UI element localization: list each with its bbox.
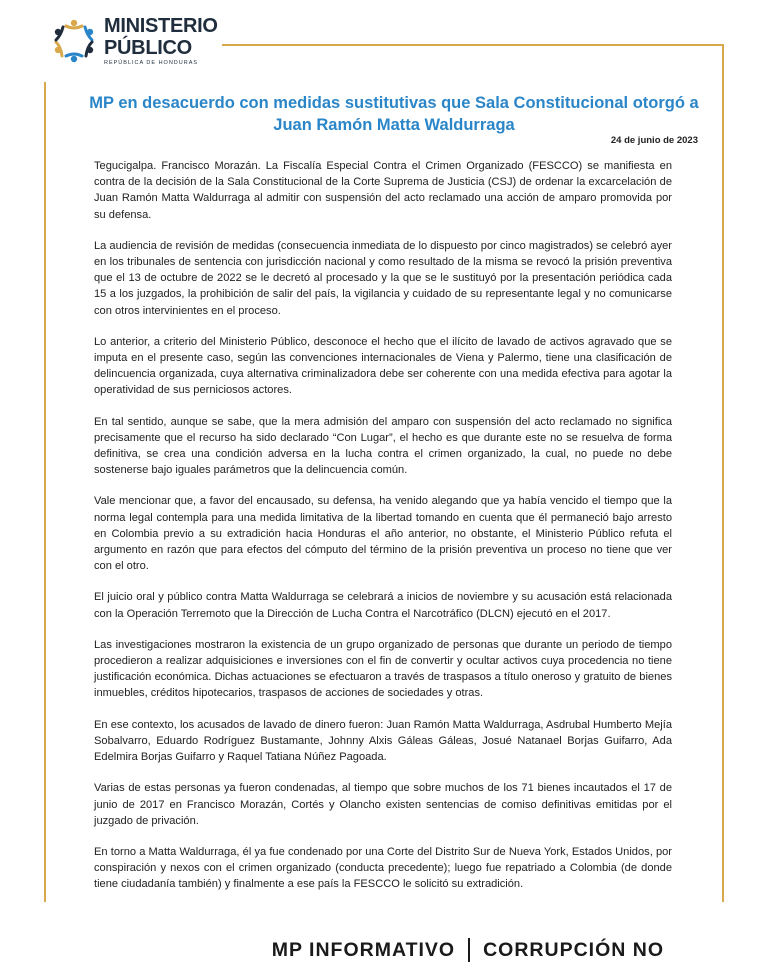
paragraph: En torno a Matta Waldurraga, él ya fue condenado por una Corte del Distrito Sur de Nueva York, Estados Unidos, por conspiración y nexos con el crimen organizado (conducta precedente); luego fue repatriado a Colombia (de donde tiene ciudadanía también) y finalmente a ese país la FESCCO le solicitó su extradición.: [94, 845, 672, 891]
footer-banner: [272, 938, 664, 962]
footer-corrupcion-no: CORRUPCIÓN NO: [483, 938, 664, 961]
paragraph: El juicio oral y público contra Matta Waldurraga se celebrará a inicios de noviembre y su acusación está relacionada con la Operación Terremoto que la Dirección de Lucha Contra el Narcotráfico (DLCN) ejecutó en el 2017.: [94, 591, 672, 620]
frame-left-line: [44, 82, 46, 902]
footer-mp-informativo: MP INFORMATIVO: [271, 938, 456, 961]
press-release-title: MP en desacuerdo con medidas sustitutivas que Sala Constitucional otorgó a Juan Ramón Matta Waldurraga: [89, 94, 699, 134]
paragraph: Tegucigalpa. Francisco Morazán. La Fiscalía Especial Contra el Crimen Organizado (FESCCO) se manifiesta en contra de la decisión de la Sala Constitucional de la Corte Suprema de Justicia (CSJ) de ordenar la excarcelación de Juan Ramón Matta Waldurraga al admitir con suspensión del acto reclamado una acción de amparo promovida por su defensa.: [94, 160, 672, 221]
paragraph: En tal sentido, aunque se sabe, que la mera admisión del amparo con suspensión del acto reclamado no significa precisamente que el recurso ha sido declarado “Con Lugar”, el hecho es que durante este no se resuelva de forma definitiva, se crea una condición adversa en la lucha contra el crimen organizado, la cual, no puede no debe sostenerse bajo iguales parámetros que la delincuencia común.: [94, 415, 672, 477]
logo-line-republica: REPÚBLICA DE HONDURAS: [104, 60, 199, 66]
publication-date: 24 de junio de 2023: [610, 135, 698, 146]
frame-right-line: [722, 44, 724, 902]
paragraph: En ese contexto, los acusados de lavado de dinero fueron: Juan Ramón Matta Waldurraga, Asdrubal Humberto Mejía Sobalvarro, Eduardo Rodríguez Bustamante, Johnny Alxis Gáleas Gáleas, Josué Natanael Borjas Guifarro, Ada Edelmira Borjas Guifarro y Raquel Tatiana Núñez Pagoada.: [94, 718, 672, 764]
paragraph: Lo anterior, a criterio del Ministerio Público, desconoce el hecho que el ilícito de lavado de activos agravado que se imputa en el presente caso, según las convenciones internacionales de Viena y Palermo, tiene una clasificación de delincuencia organizada, cuya alternativa criminalizadora debe ser coherente con una medida efectiva para agotar la operatividad de sus perniciosos actores.: [94, 335, 672, 397]
footer-divider: [468, 938, 470, 962]
logo-line-publico: PÚBLICO: [104, 37, 192, 59]
paragraph: La audiencia de revisión de medidas (consecuencia inmediata de lo dispuesto por cinco magistrados) se celebró ayer en los tribunales de sentencia con jurisdicción nacional y como resultado de la misma se revocó la prisión preventiva que el 13 de octubre de 2022 se le decretó al procesado y la que se le sustituyó por la presentación periódica cada 15 a los juzgados, la prohibición de salir del país, la vigilancia y cuidado de su representante legal y no comunicarse con otros intervinientes en el proceso.: [94, 239, 672, 317]
paragraph: Varias de estas personas ya fueron condenadas, al tiempo que sobre muchos de los 71 bienes incautados el 17 de junio de 2017 en Francisco Morazán, Cortés y Olancho existen sentencias de comiso definitivas emitidas por el juzgado de privación.: [94, 782, 672, 827]
people-circle-logo-icon: [50, 17, 98, 65]
press-release-body: [94, 158, 672, 908]
paragraph: Las investigaciones mostraron la existencia de un grupo organizado de personas que durante un periodo de tiempo procedieron a realizar adquisiciones e inversiones con el fin de convertir y ocultar activos cuya procedencia no tiene justificación económica. Dichas actuaciones se efectuaron a través de traspasos a título oneroso y gratuito de bienes inmuebles, créditos hipotecarios, traspasos de acciones de sociedades y otras.: [94, 638, 672, 700]
logo-line-ministerio: MINISTERIO: [104, 15, 218, 37]
frame-top-line: [222, 44, 724, 46]
ministerio-publico-logo: [50, 16, 218, 67]
paragraph: Vale mencionar que, a favor del encausado, su defensa, ha venido alegando que ya había vencido el tiempo que la norma legal contempla para una medida limitativa de la libertad tomando en cuenta que él permaneció bajo arresto en Colombia previo a su extradición hacia Honduras el año anterior, no obstante, el Ministerio Público refuta el argumento en razón que para efectos del cómputo del término de la prisión preventiva un proceso no tiene que ver con el otro.: [94, 495, 672, 573]
